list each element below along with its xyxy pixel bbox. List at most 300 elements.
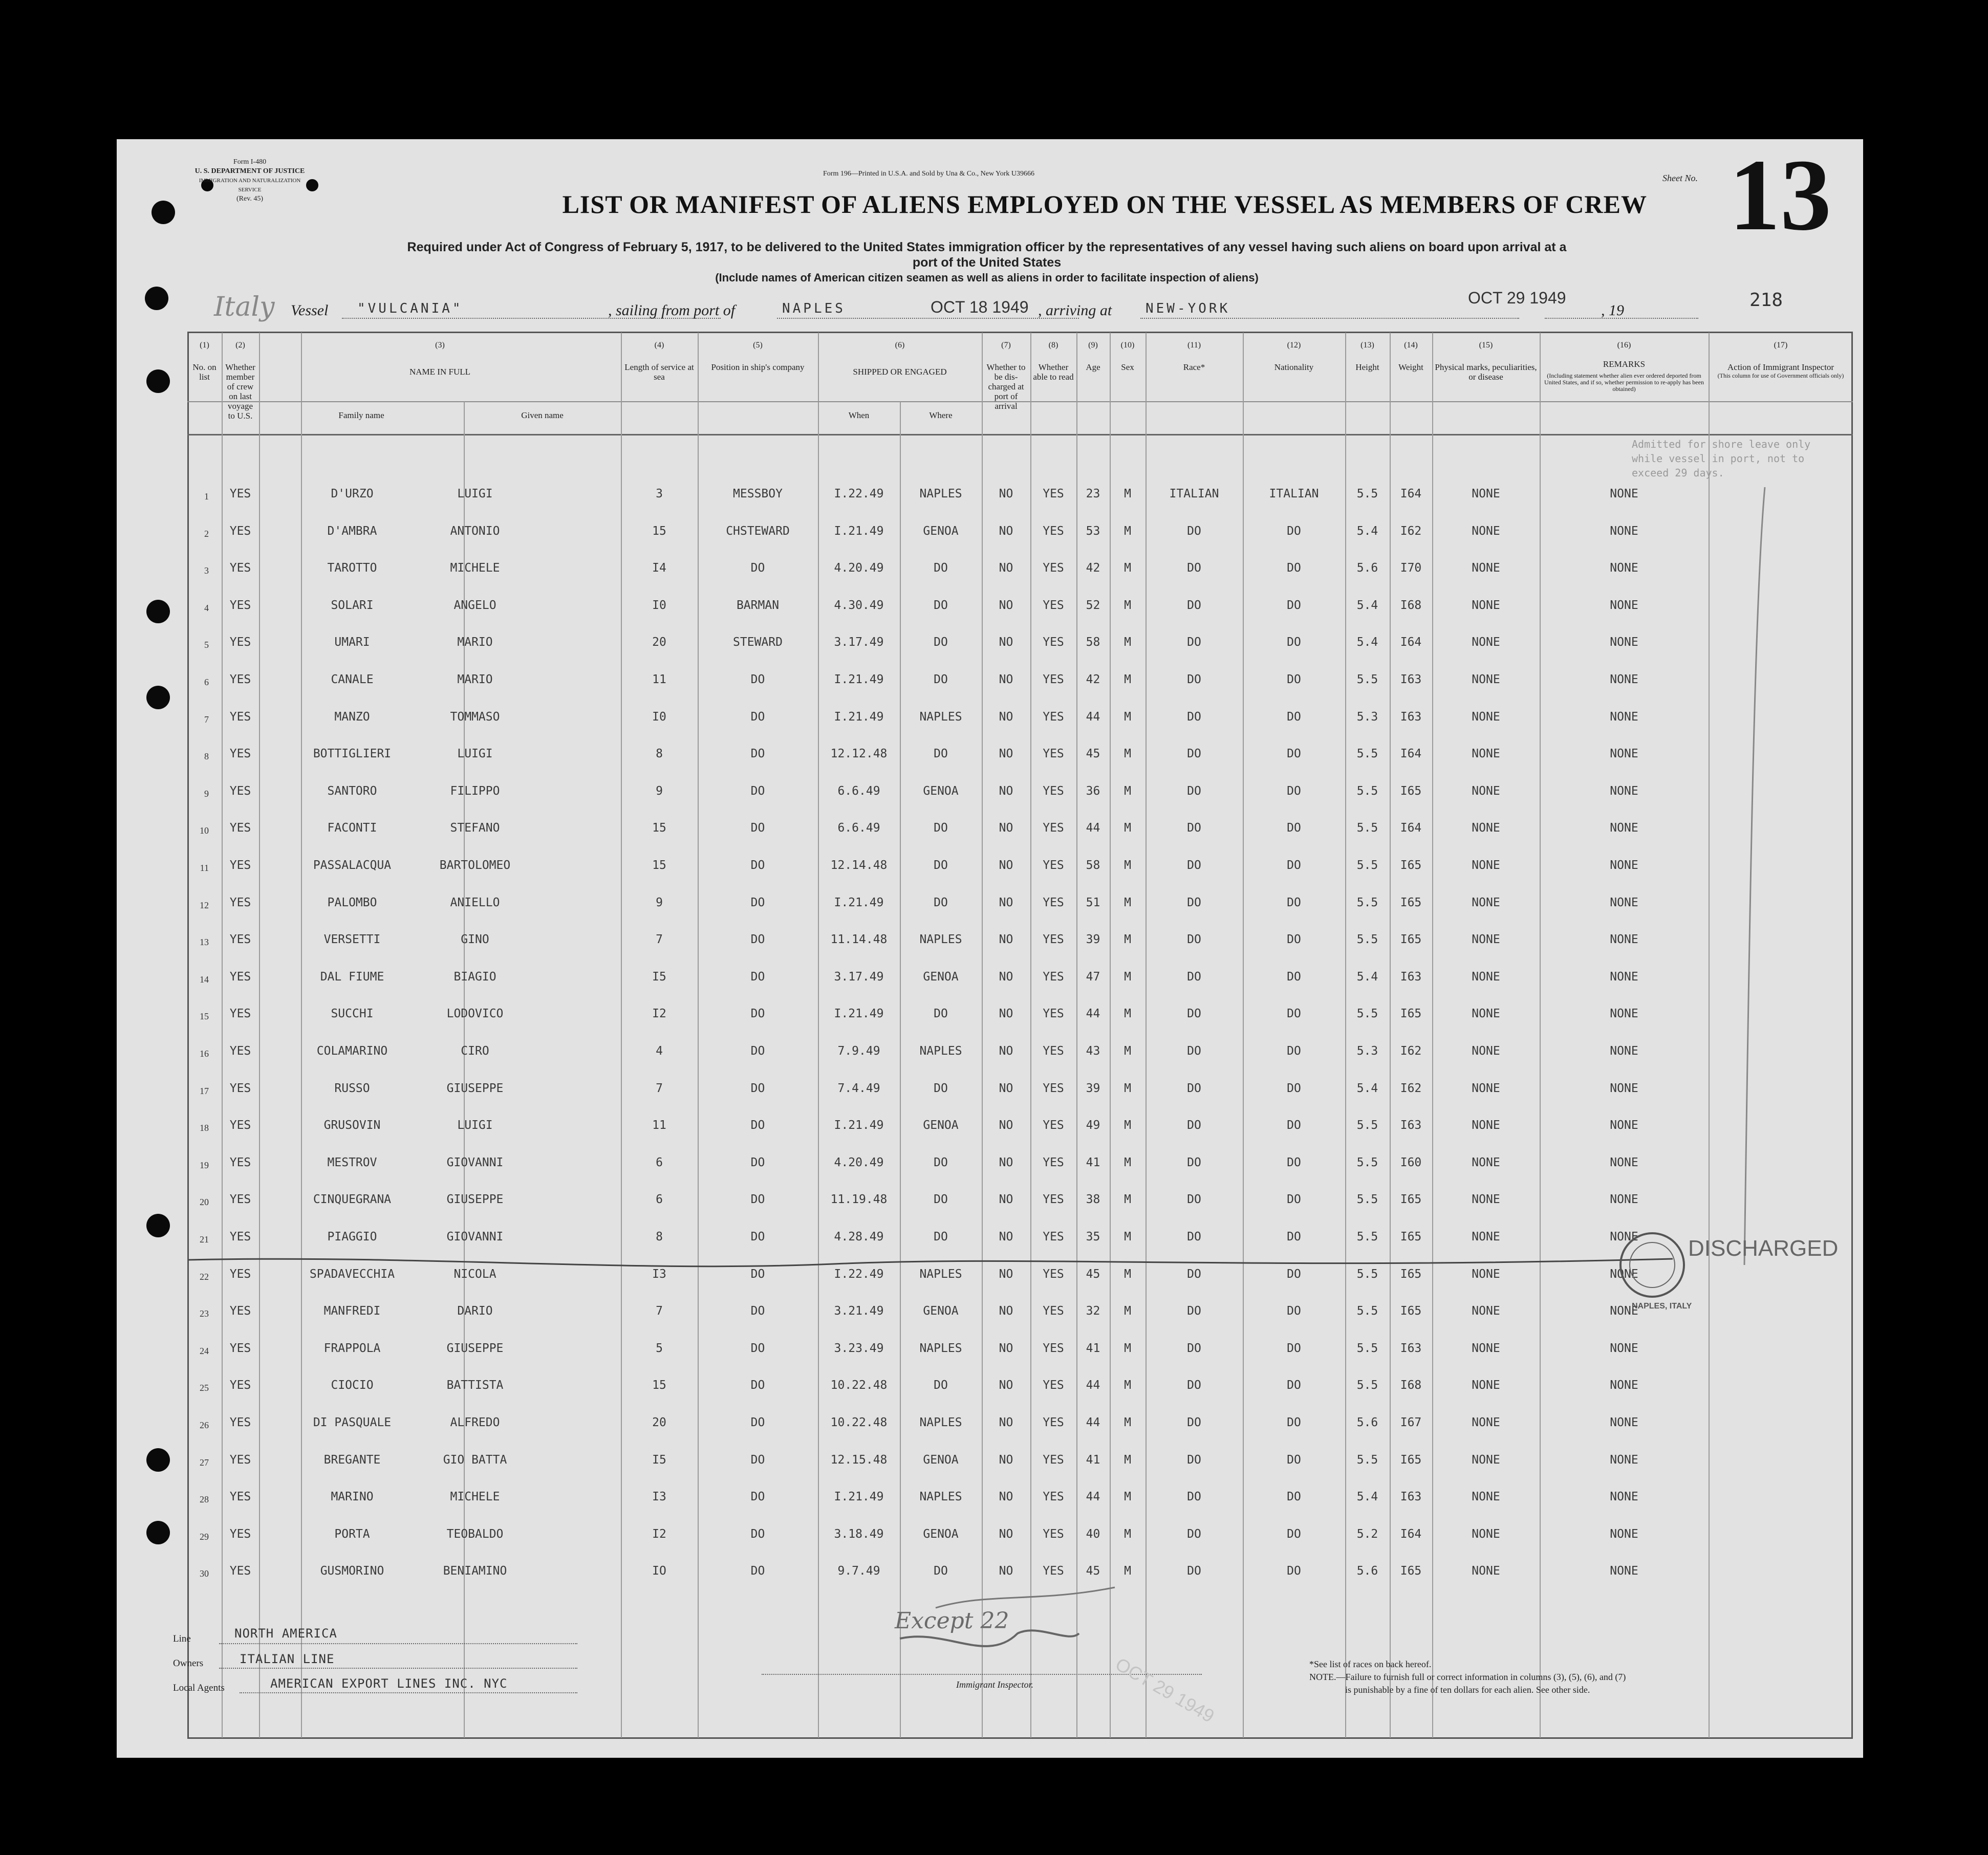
row-number: 28 <box>200 1494 209 1505</box>
cell-height: 5.5 <box>1356 1341 1378 1355</box>
cell-when: 10.22.48 <box>830 1379 888 1392</box>
cell-nationality: DO <box>1287 1490 1301 1504</box>
cell-read: YES <box>1043 1341 1064 1355</box>
cell-where: DO <box>934 1564 948 1578</box>
cell-service: I2 <box>652 1007 666 1021</box>
cell-discharged: NO <box>999 1193 1013 1207</box>
cell-remarks: NONE <box>1610 1527 1638 1541</box>
cell-height: 5.5 <box>1356 896 1378 909</box>
column-number: (2) <box>235 341 245 350</box>
arriving-label: , arriving at <box>1038 302 1112 319</box>
cell-family: SOLARI <box>331 598 374 612</box>
cell-given: FILIPPO <box>450 784 500 798</box>
column-number: (9) <box>1088 341 1098 350</box>
row-number: 17 <box>200 1085 209 1096</box>
row-number: 18 <box>200 1123 209 1133</box>
cell-weight: I64 <box>1400 747 1422 761</box>
cell-remarks: NONE <box>1610 1379 1638 1392</box>
cell-where: GENOA <box>923 970 959 984</box>
cell-age: 47 <box>1086 970 1100 984</box>
cell-where: NAPLES <box>919 1416 962 1429</box>
cell-given: STEFANO <box>450 821 500 835</box>
cell-marks: NONE <box>1472 487 1500 500</box>
owners-underline <box>219 1667 577 1669</box>
local-agents-label: Local Agents <box>173 1683 225 1693</box>
cell-service: 20 <box>652 1416 666 1429</box>
cell-family: CIOCIO <box>331 1379 374 1392</box>
cell-race: DO <box>1187 1527 1201 1541</box>
cell-given: LUIGI <box>457 487 493 500</box>
cell-crew: YES <box>229 561 251 575</box>
cell-marks: NONE <box>1472 896 1500 909</box>
column-number: (15) <box>1479 341 1493 350</box>
cell-nationality: DO <box>1287 747 1301 761</box>
cell-given: LUIGI <box>457 1119 493 1132</box>
cell-position: DO <box>750 821 765 835</box>
cell-height: 5.3 <box>1356 710 1378 724</box>
cell-when: I.22.49 <box>834 487 884 500</box>
cell-remarks: NONE <box>1610 896 1638 909</box>
cell-where: NAPLES <box>919 1341 962 1355</box>
cell-remarks: NONE <box>1610 524 1638 538</box>
row-number: 20 <box>200 1197 209 1208</box>
cell-race: DO <box>1187 561 1201 575</box>
cell-position: DO <box>750 970 765 984</box>
cell-height: 5.5 <box>1356 487 1378 500</box>
cell-remarks: NONE <box>1610 859 1638 872</box>
cell-height: 5.5 <box>1356 859 1378 872</box>
cell-read: YES <box>1043 859 1064 872</box>
cell-sex: M <box>1124 784 1131 798</box>
cell-read: YES <box>1043 710 1064 724</box>
cell-position: DO <box>750 747 765 761</box>
cell-weight: I65 <box>1400 1230 1422 1243</box>
cell-given: ANGELO <box>453 598 496 612</box>
cell-when: 7.4.49 <box>837 1081 880 1095</box>
cell-discharged: NO <box>999 1267 1013 1281</box>
cell-read: YES <box>1043 1193 1064 1207</box>
cell-where: NAPLES <box>919 710 962 724</box>
cell-given: NICOLA <box>453 1267 496 1281</box>
owners-value: ITALIAN LINE <box>240 1652 335 1666</box>
cell-when: 6.6.49 <box>837 784 880 798</box>
cell-where: DO <box>934 859 948 872</box>
cell-marks: NONE <box>1472 933 1500 947</box>
cell-weight: I68 <box>1400 598 1422 612</box>
cell-position: DO <box>750 1230 765 1243</box>
cell-nationality: ITALIAN <box>1269 487 1319 500</box>
cell-read: YES <box>1043 487 1064 500</box>
form-number: Form I-480 <box>233 158 267 166</box>
cell-height: 5.5 <box>1356 821 1378 835</box>
cell-position: DO <box>750 710 765 724</box>
cell-weight: I63 <box>1400 970 1422 984</box>
cell-race: DO <box>1187 821 1201 835</box>
cell-family: PIAGGIO <box>327 1230 377 1243</box>
cell-family: BREGANTE <box>323 1453 381 1467</box>
cell-race: DO <box>1187 1193 1201 1207</box>
cell-height: 5.4 <box>1356 598 1378 612</box>
cell-weight: I62 <box>1400 524 1422 538</box>
cell-where: GENOA <box>923 784 959 798</box>
column-label: Whether member of crew on last voyage to U.S. <box>225 362 255 421</box>
cell-nationality: DO <box>1287 1193 1301 1207</box>
cell-remarks: NONE <box>1610 970 1638 984</box>
cell-family: CANALE <box>331 673 374 686</box>
cell-position: DO <box>750 784 765 798</box>
cell-race: DO <box>1187 598 1201 612</box>
cell-where: DO <box>934 636 948 649</box>
cell-crew: YES <box>229 747 251 761</box>
cell-marks: NONE <box>1472 821 1500 835</box>
sailing-date: OCT 18 1949 <box>931 298 1029 316</box>
cell-discharged: NO <box>999 1341 1013 1355</box>
cell-marks: NONE <box>1472 1267 1500 1281</box>
cell-crew: YES <box>229 859 251 872</box>
cell-nationality: DO <box>1287 1119 1301 1132</box>
cell-service: 7 <box>656 1081 663 1095</box>
cell-height: 5.5 <box>1356 1230 1378 1243</box>
cell-sex: M <box>1124 524 1131 538</box>
cell-service: 20 <box>652 636 666 649</box>
cell-crew: YES <box>229 896 251 909</box>
cell-where: NAPLES <box>919 1267 962 1281</box>
arrival-date: OCT 29 1949 <box>1468 289 1566 307</box>
cell-weight: I65 <box>1400 933 1422 947</box>
cell-marks: NONE <box>1472 561 1500 575</box>
cell-when: 3.23.49 <box>834 1341 884 1355</box>
cell-read: YES <box>1043 1304 1064 1318</box>
cell-discharged: NO <box>999 598 1013 612</box>
cell-discharged: NO <box>999 1119 1013 1132</box>
cell-when: 12.15.48 <box>830 1453 888 1467</box>
row-number: 22 <box>200 1271 209 1282</box>
owners-label: Owners <box>173 1658 204 1669</box>
cell-race: DO <box>1187 896 1201 909</box>
cell-given: MARIO <box>457 636 493 649</box>
cell-position: STEWARD <box>733 636 783 649</box>
cell-position: DO <box>750 1007 765 1021</box>
column-number: (17) <box>1774 341 1788 350</box>
cell-given: LODOVICO <box>446 1007 504 1021</box>
cell-position: DO <box>750 1267 765 1281</box>
cell-discharged: NO <box>999 784 1013 798</box>
cell-nationality: DO <box>1287 598 1301 612</box>
line-label: Line <box>173 1633 191 1644</box>
cell-crew: YES <box>229 1453 251 1467</box>
cell-crew: YES <box>229 598 251 612</box>
strike-through-line <box>188 1259 1673 1267</box>
sailing-port: NAPLES <box>782 301 846 316</box>
cell-sex: M <box>1124 561 1131 575</box>
column-number: (1) <box>200 341 209 350</box>
races-note: *See list of races on back hereof. <box>1309 1659 1432 1669</box>
cell-position: DO <box>750 1341 765 1355</box>
cell-remarks: NONE <box>1610 1416 1638 1429</box>
discharged-stamp: DISCHARGED <box>1688 1236 1839 1261</box>
cell-marks: NONE <box>1472 1119 1500 1132</box>
cell-nationality: DO <box>1287 933 1301 947</box>
cell-race: DO <box>1187 1490 1201 1504</box>
cell-crew: YES <box>229 1379 251 1392</box>
cell-nationality: DO <box>1287 1379 1301 1392</box>
column-label: SHIPPED OR ENGAGED <box>853 367 947 377</box>
cell-when: 4.20.49 <box>834 561 884 575</box>
row-number: 13 <box>200 937 209 948</box>
cell-height: 5.5 <box>1356 673 1378 686</box>
cell-discharged: NO <box>999 1564 1013 1578</box>
handwritten-strokes <box>117 139 1863 1758</box>
cell-height: 5.5 <box>1356 1379 1378 1392</box>
cell-marks: NONE <box>1472 747 1500 761</box>
cell-position: CHSTEWARD <box>726 524 790 538</box>
cell-discharged: NO <box>999 1304 1013 1318</box>
cell-service: I2 <box>652 1527 666 1541</box>
cell-remarks: NONE <box>1610 747 1638 761</box>
cell-discharged: NO <box>999 933 1013 947</box>
cell-height: 5.2 <box>1356 1527 1378 1541</box>
row-number: 3 <box>204 565 209 576</box>
cell-family: FACONTI <box>327 821 377 835</box>
cell-given: ANIELLO <box>450 896 500 909</box>
cell-position: DO <box>750 896 765 909</box>
cell-service: 15 <box>652 1379 666 1392</box>
form-revision: (Rev. 45) <box>236 195 263 203</box>
column-sublabel: Family name <box>338 410 384 420</box>
cell-given: ALFREDO <box>450 1416 500 1429</box>
cell-sex: M <box>1124 1379 1131 1392</box>
cell-sex: M <box>1124 1193 1131 1207</box>
cell-weight: I65 <box>1400 784 1422 798</box>
cell-age: 32 <box>1086 1304 1100 1318</box>
cell-where: DO <box>934 1230 948 1243</box>
cell-weight: I63 <box>1400 1341 1422 1355</box>
cell-position: BARMAN <box>736 598 780 612</box>
cell-weight: I63 <box>1400 1490 1422 1504</box>
cell-given: GIOVANNI <box>446 1230 504 1243</box>
column-number: (12) <box>1287 341 1301 350</box>
row-number: 26 <box>200 1420 209 1430</box>
cell-discharged: NO <box>999 710 1013 724</box>
cell-given: GIOVANNI <box>446 1155 504 1169</box>
cell-service: 4 <box>656 1044 663 1058</box>
cell-discharged: NO <box>999 859 1013 872</box>
year-label: , 19 <box>1601 302 1624 319</box>
cell-height: 5.5 <box>1356 784 1378 798</box>
faded-date-stamp: OCT 29 1949 <box>1112 1653 1218 1727</box>
cell-when: I.21.49 <box>834 896 884 909</box>
cell-marks: NONE <box>1472 784 1500 798</box>
cell-family: VERSETTI <box>323 933 381 947</box>
cell-read: YES <box>1043 821 1064 835</box>
cell-weight: I65 <box>1400 896 1422 909</box>
cell-where: DO <box>934 1193 948 1207</box>
cell-marks: NONE <box>1472 598 1500 612</box>
cell-service: 11 <box>652 673 666 686</box>
cell-read: YES <box>1043 1044 1064 1058</box>
cell-weight: I65 <box>1400 1564 1422 1578</box>
cell-given: BENIAMINO <box>443 1564 507 1578</box>
cell-remarks: NONE <box>1610 487 1638 500</box>
cell-age: 44 <box>1086 710 1100 724</box>
cell-weight: I65 <box>1400 1267 1422 1281</box>
cell-given: MARIO <box>457 673 493 686</box>
cell-marks: NONE <box>1472 1230 1500 1243</box>
cell-remarks: NONE <box>1610 636 1638 649</box>
cell-service: 9 <box>656 784 663 798</box>
cell-race: DO <box>1187 673 1201 686</box>
column-label: Height <box>1355 362 1379 372</box>
cell-remarks: NONE <box>1610 1155 1638 1169</box>
cell-read: YES <box>1043 784 1064 798</box>
cell-crew: YES <box>229 1341 251 1355</box>
column-number: (14) <box>1404 341 1418 350</box>
cell-age: 58 <box>1086 636 1100 649</box>
cell-nationality: DO <box>1287 1081 1301 1095</box>
cell-read: YES <box>1043 1453 1064 1467</box>
cell-race: DO <box>1187 1119 1201 1132</box>
cell-family: DAL FIUME <box>320 970 384 984</box>
cell-age: 41 <box>1086 1155 1100 1169</box>
cell-race: ITALIAN <box>1169 487 1219 500</box>
cell-discharged: NO <box>999 673 1013 686</box>
cell-sex: M <box>1124 1453 1131 1467</box>
cell-crew: YES <box>229 933 251 947</box>
cell-race: DO <box>1187 1564 1201 1578</box>
cell-when: 9.7.49 <box>837 1564 880 1578</box>
cell-when: 4.28.49 <box>834 1230 884 1243</box>
cell-given: GIUSEPPE <box>446 1341 504 1355</box>
cell-discharged: NO <box>999 1490 1013 1504</box>
cell-given: TEOBALDO <box>446 1527 504 1541</box>
cell-read: YES <box>1043 747 1064 761</box>
cell-sex: M <box>1124 747 1131 761</box>
cell-where: DO <box>934 561 948 575</box>
cell-where: DO <box>934 598 948 612</box>
cell-nationality: DO <box>1287 1341 1301 1355</box>
cell-given: LUIGI <box>457 747 493 761</box>
cell-age: 58 <box>1086 859 1100 872</box>
cell-remarks: NONE <box>1610 710 1638 724</box>
include-names-line: (Include names of American citizen seamen as well as aliens in order to facilitate inspection of aliens) <box>715 271 1259 284</box>
cell-race: DO <box>1187 1081 1201 1095</box>
column-label: Sex <box>1121 362 1134 372</box>
cell-height: 5.5 <box>1356 1155 1378 1169</box>
cell-discharged: NO <box>999 1155 1013 1169</box>
cell-age: 23 <box>1086 487 1100 500</box>
agents-underline <box>240 1692 577 1693</box>
cell-height: 5.5 <box>1356 747 1378 761</box>
cell-height: 5.4 <box>1356 524 1378 538</box>
cell-family: MARINO <box>331 1490 374 1504</box>
column-label: Length of service at sea <box>624 362 694 382</box>
cell-race: DO <box>1187 710 1201 724</box>
column-label: Whether able to read <box>1033 362 1074 382</box>
signature-flourish <box>936 1587 1115 1608</box>
cell-crew: YES <box>229 821 251 835</box>
cell-nationality: DO <box>1287 673 1301 686</box>
cell-discharged: NO <box>999 1007 1013 1021</box>
cell-discharged: NO <box>999 970 1013 984</box>
cell-position: DO <box>750 1193 765 1207</box>
cell-read: YES <box>1043 524 1064 538</box>
cell-discharged: NO <box>999 1527 1013 1541</box>
cell-age: 35 <box>1086 1230 1100 1243</box>
cell-remarks: NONE <box>1610 1119 1638 1132</box>
cell-sex: M <box>1124 1490 1131 1504</box>
row-number: 23 <box>200 1308 209 1319</box>
cell-remarks: NONE <box>1610 673 1638 686</box>
cell-when: I.21.49 <box>834 1119 884 1132</box>
cell-service: 7 <box>656 1304 663 1318</box>
naples-seal-inner <box>1630 1242 1675 1287</box>
cell-race: DO <box>1187 636 1201 649</box>
cell-discharged: NO <box>999 1081 1013 1095</box>
cell-crew: YES <box>229 524 251 538</box>
cell-remarks: NONE <box>1610 1044 1638 1058</box>
cell-where: GENOA <box>923 1453 959 1467</box>
cell-weight: I64 <box>1400 821 1422 835</box>
cell-when: I.22.49 <box>834 1267 884 1281</box>
cell-position: DO <box>750 1564 765 1578</box>
cell-position: DO <box>750 1453 765 1467</box>
port-line: port of the United States <box>912 255 1062 270</box>
cell-sex: M <box>1124 1341 1131 1355</box>
cell-service: 8 <box>656 1230 663 1243</box>
row-number: 16 <box>200 1049 209 1059</box>
cell-when: 3.18.49 <box>834 1527 884 1541</box>
cell-service: 8 <box>656 747 663 761</box>
row-number: 9 <box>204 788 209 799</box>
handwritten-country: Italy <box>214 292 275 322</box>
row-number: 25 <box>200 1383 209 1393</box>
cell-position: DO <box>750 1416 765 1429</box>
cell-crew: YES <box>229 1230 251 1243</box>
cell-weight: I63 <box>1400 673 1422 686</box>
cell-when: I.21.49 <box>834 1490 884 1504</box>
column-number: (8) <box>1048 341 1058 350</box>
cell-height: 5.6 <box>1356 561 1378 575</box>
cell-marks: NONE <box>1472 1564 1500 1578</box>
cell-position: DO <box>750 1155 765 1169</box>
cell-nationality: DO <box>1287 1044 1301 1058</box>
cell-read: YES <box>1043 1564 1064 1578</box>
cell-weight: I65 <box>1400 1007 1422 1021</box>
cell-remarks: NONE <box>1610 821 1638 835</box>
cell-weight: I64 <box>1400 636 1422 649</box>
sheet-label: Sheet No. <box>1662 173 1698 183</box>
cell-weight: I64 <box>1400 1527 1422 1541</box>
cell-marks: NONE <box>1472 1341 1500 1355</box>
cell-position: DO <box>750 1081 765 1095</box>
cell-where: GENOA <box>923 1527 959 1541</box>
cell-marks: NONE <box>1472 1155 1500 1169</box>
row-number: 24 <box>200 1345 209 1356</box>
cell-read: YES <box>1043 561 1064 575</box>
cell-race: DO <box>1187 970 1201 984</box>
column-label: REMARKS <box>1603 359 1646 369</box>
column-label: Action of Immigrant Inspector <box>1727 362 1834 372</box>
cell-race: DO <box>1187 1267 1201 1281</box>
cell-when: I.21.49 <box>834 710 884 724</box>
cell-marks: NONE <box>1472 1193 1500 1207</box>
cell-read: YES <box>1043 1490 1064 1504</box>
cell-given: DARIO <box>457 1304 493 1318</box>
cell-marks: NONE <box>1472 1044 1500 1058</box>
column-number: (11) <box>1187 341 1201 350</box>
cell-age: 45 <box>1086 1267 1100 1281</box>
column-number: (5) <box>753 341 763 350</box>
